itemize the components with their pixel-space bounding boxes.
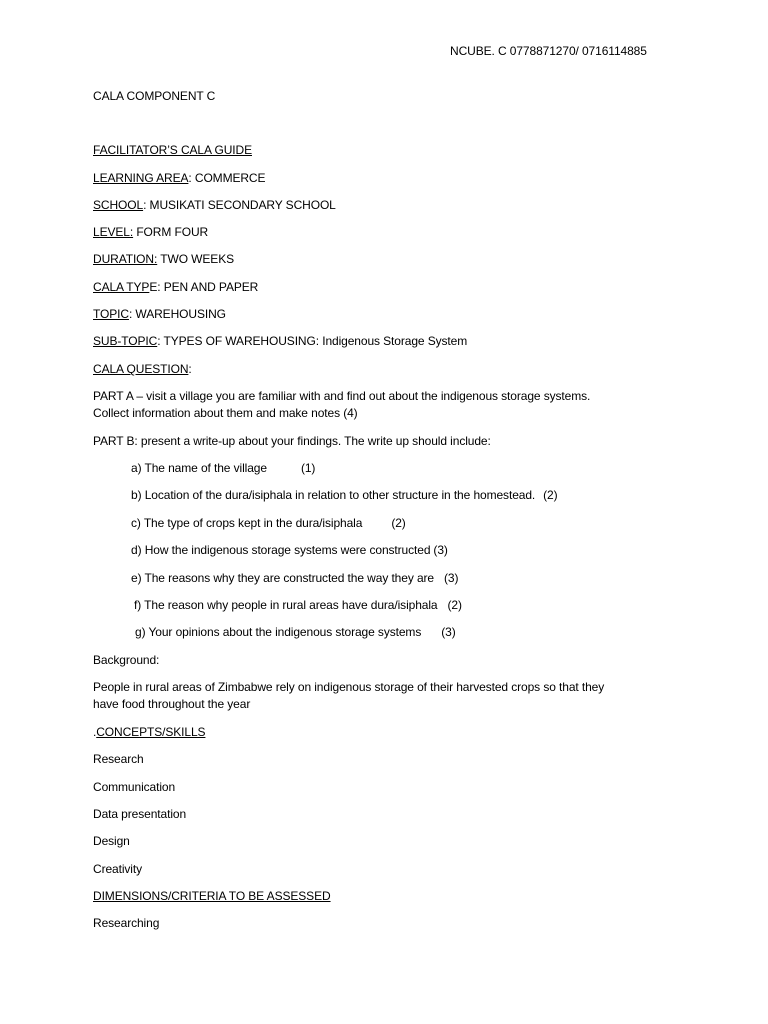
field-sub-topic xyxy=(93,333,467,350)
field-sep: : xyxy=(188,362,192,376)
list-item-a xyxy=(131,460,315,477)
field-label: TOPIC xyxy=(93,307,129,321)
concepts-heading-text: CONCEPTS/SKILLS xyxy=(96,725,206,739)
part-a-line-1: PART A – visit a village you are familiar with and find out about the indigenous storage systems. xyxy=(93,389,591,403)
field-label: CALA TYP xyxy=(93,280,150,294)
item-marks: (3) xyxy=(441,625,456,639)
field-value: FORM FOUR xyxy=(136,225,209,239)
item-text: e) The reasons why they are constructed the way they are xyxy=(131,571,435,585)
field-value: TWO WEEKS xyxy=(160,252,235,266)
list-item-g xyxy=(135,624,456,641)
list-item-e xyxy=(131,570,458,587)
field-sep: : xyxy=(188,171,195,185)
field-school xyxy=(93,197,336,214)
item-marks: (3) xyxy=(433,543,448,557)
item-text: g) Your opinions about the indigenous storage systems xyxy=(135,625,422,639)
doc-title: CALA COMPONENT C xyxy=(93,89,216,103)
field-value: MUSIKATI SECONDARY SCHOOL xyxy=(149,198,336,212)
dimension-item: Researching xyxy=(93,916,160,930)
item-text: f) The reason why people in rural areas have dura/isiphala xyxy=(134,598,438,612)
guide-heading: FACILITATOR’S CALA GUIDE xyxy=(93,143,252,157)
field-topic xyxy=(93,306,226,323)
field-cala-type xyxy=(93,279,258,296)
background-line-1: People in rural areas of Zimbabwe rely on indigenous storage of their harvested crops so that they xyxy=(93,680,605,694)
item-marks: (2) xyxy=(447,598,462,612)
concept-item: Creativity xyxy=(93,862,143,876)
item-text: a) The name of the village xyxy=(131,461,267,475)
item-text: d) How the indigenous storage systems were constructed xyxy=(131,543,431,557)
item-marks: (2) xyxy=(543,488,558,502)
list-item-c xyxy=(131,515,406,532)
concepts-heading xyxy=(93,724,205,741)
field-level xyxy=(93,224,208,241)
field-duration xyxy=(93,251,234,268)
item-marks: (2) xyxy=(391,516,406,530)
field-label: DURATION: xyxy=(93,252,158,266)
part-b-intro: PART B: present a write-up about your findings. The write up should include: xyxy=(93,434,491,448)
field-label: LEARNING AREA xyxy=(93,171,189,185)
item-text: b) Location of the dura/isiphala in relation to other structure in the homestead. xyxy=(131,488,536,502)
field-learning-area xyxy=(93,170,265,187)
list-item-d xyxy=(131,542,448,559)
field-sep: : xyxy=(128,307,136,321)
field-label: SCHOOL xyxy=(93,198,144,212)
list-item-f xyxy=(134,597,462,614)
field-label: CALA QUESTION xyxy=(93,362,189,376)
field-cala-question xyxy=(93,361,192,378)
background-line-2: have food throughout the year xyxy=(93,697,251,711)
field-sep: E: xyxy=(149,280,164,294)
concepts-prefix: . xyxy=(93,725,97,739)
list-item-b xyxy=(131,487,558,504)
field-value: COMMERCE xyxy=(194,171,266,185)
dimensions-heading: DIMENSIONS/CRITERIA TO BE ASSESSED xyxy=(93,889,331,903)
concept-item: Research xyxy=(93,752,144,766)
background-heading: Background: xyxy=(93,653,160,667)
part-a-line-2: Collect information about them and make notes (4) xyxy=(93,406,358,420)
field-value: TYPES OF WAREHOUSING: Indigenous Storage System xyxy=(163,334,468,348)
field-value: WAREHOUSING xyxy=(135,307,226,321)
concept-item: Design xyxy=(93,834,130,848)
concept-item: Data presentation xyxy=(93,807,187,821)
item-marks: (3) xyxy=(444,571,459,585)
concept-item: Communication xyxy=(93,780,176,794)
field-label: SUB-TOPIC xyxy=(93,334,158,348)
item-text: c) The type of crops kept in the dura/isiphala xyxy=(131,516,363,530)
item-marks: (1) xyxy=(300,461,316,475)
field-sep: : xyxy=(143,198,150,212)
field-label: LEVEL: xyxy=(93,225,134,239)
field-sep: : xyxy=(157,334,164,348)
author-contact: NCUBE. C 0778871270/ 0716114885 xyxy=(450,44,647,58)
field-value: PEN AND PAPER xyxy=(163,280,259,294)
